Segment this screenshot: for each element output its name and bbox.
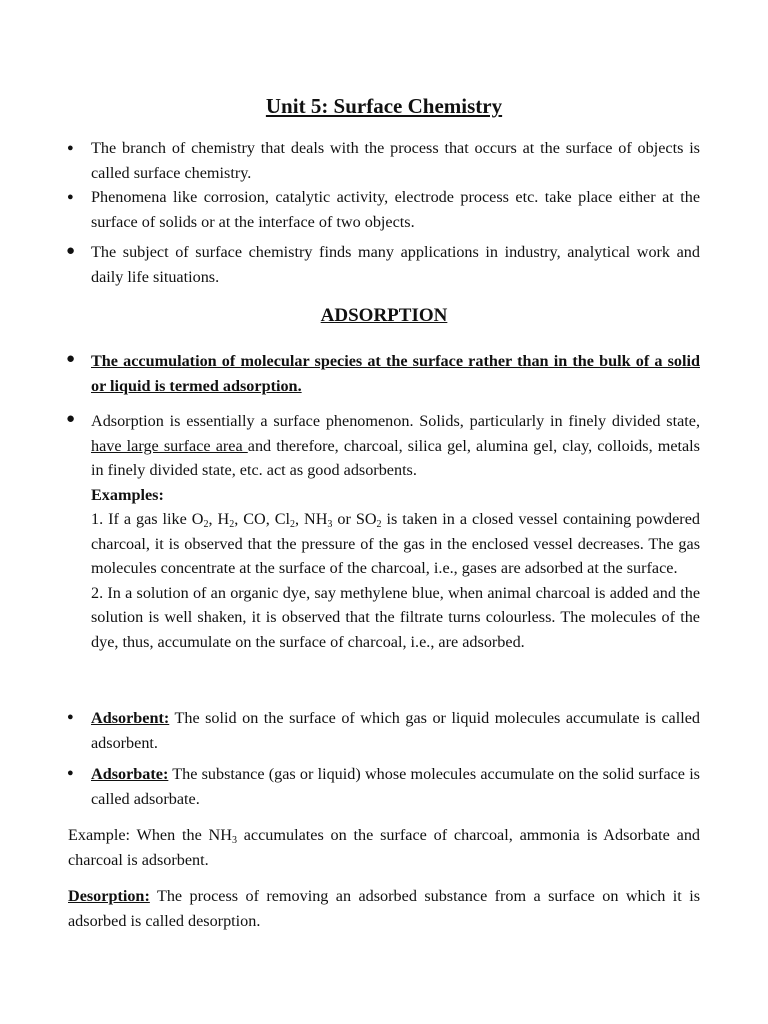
adsorbent-definition: Adsorbent: The solid on the surface of which gas or liquid molecules accumulate is called adsorbent.: [91, 709, 700, 752]
desorption-term: Desorption:: [68, 887, 150, 905]
surface-phenomenon-text: Adsorption is essentially a surface phenomenon. Solids, particularly in finely divided state, have large surface area and therefore, charcoal, silica gel, alumina gel, clay, colloids, metals in finely divided state, etc. act as good adsorbents.: [91, 412, 700, 479]
bullet-icon: ●: [66, 411, 76, 427]
adsorption-definition: The accumulation of molecular species at the surface rather than in the bulk of a solid or liquid is termed adsorption.: [91, 352, 700, 395]
bullet-icon: ●: [67, 191, 74, 203]
example-1: 1. If a gas like $O_2$, $H_2$, CO, $Cl_2$, $NH_3$ or $SO_2$ is taken in a closed vessel containing powdered charcoal, it is observed that the pressure of the gas in the enclosed vessel decreases. The gas molecules concentrate at the surface of the charcoal, i.e., gases are adsorbed at the surface.: [91, 510, 700, 577]
examples-label: Examples:: [91, 485, 164, 504]
intro-bullet-1: The branch of chemistry that deals with the process that occurs at the surface of objects is called surface chemistry.: [91, 139, 700, 182]
bullet-icon: ●: [67, 711, 74, 723]
desorption-definition: Desorption: The process of removing an adsorbed substance from a surface on which it is adsorbed is called desorption.: [68, 887, 700, 930]
adsorbate-definition: Adsorbate: The substance (gas or liquid) whose molecules accumulate on the solid surface is called adsorbate.: [91, 765, 700, 808]
intro-bullet-2: Phenomena like corrosion, catalytic activity, electrode process etc. take place either at the surface of solids or at the interface of two objects.: [91, 188, 700, 231]
surface-area-emphasis: have large surface area: [91, 436, 248, 455]
adsorption-details: [91, 409, 700, 654]
example-nh3: Example: When the $NH_3$ accumulates on the surface of charcoal, ammonia is Adsorbate and charcoal is adsorbent.: [68, 826, 701, 869]
adsorbate-term: Adsorbate:: [91, 765, 169, 783]
intro-bullet-3: The subject of surface chemistry finds many applications in industry, analytical work and daily life situations.: [91, 243, 700, 286]
example-2: 2. In a solution of an organic dye, say methylene blue, when animal charcoal is added and the solution is well shaken, it is observed that the filtrate turns colourless. The molecules of the dye, thus, accumulate on the surface of charcoal, i.e., are adsorbed.: [91, 583, 700, 651]
page-title: Unit 5: Surface Chemistry: [265, 94, 503, 118]
bullet-icon: ●: [66, 351, 76, 367]
adsorbent-term: Adsorbent:: [91, 709, 170, 727]
bullet-icon: ●: [67, 767, 74, 779]
adsorption-heading: ADSORPTION: [320, 305, 448, 326]
bullet-icon: ●: [66, 243, 76, 259]
bullet-icon: ●: [67, 142, 74, 154]
